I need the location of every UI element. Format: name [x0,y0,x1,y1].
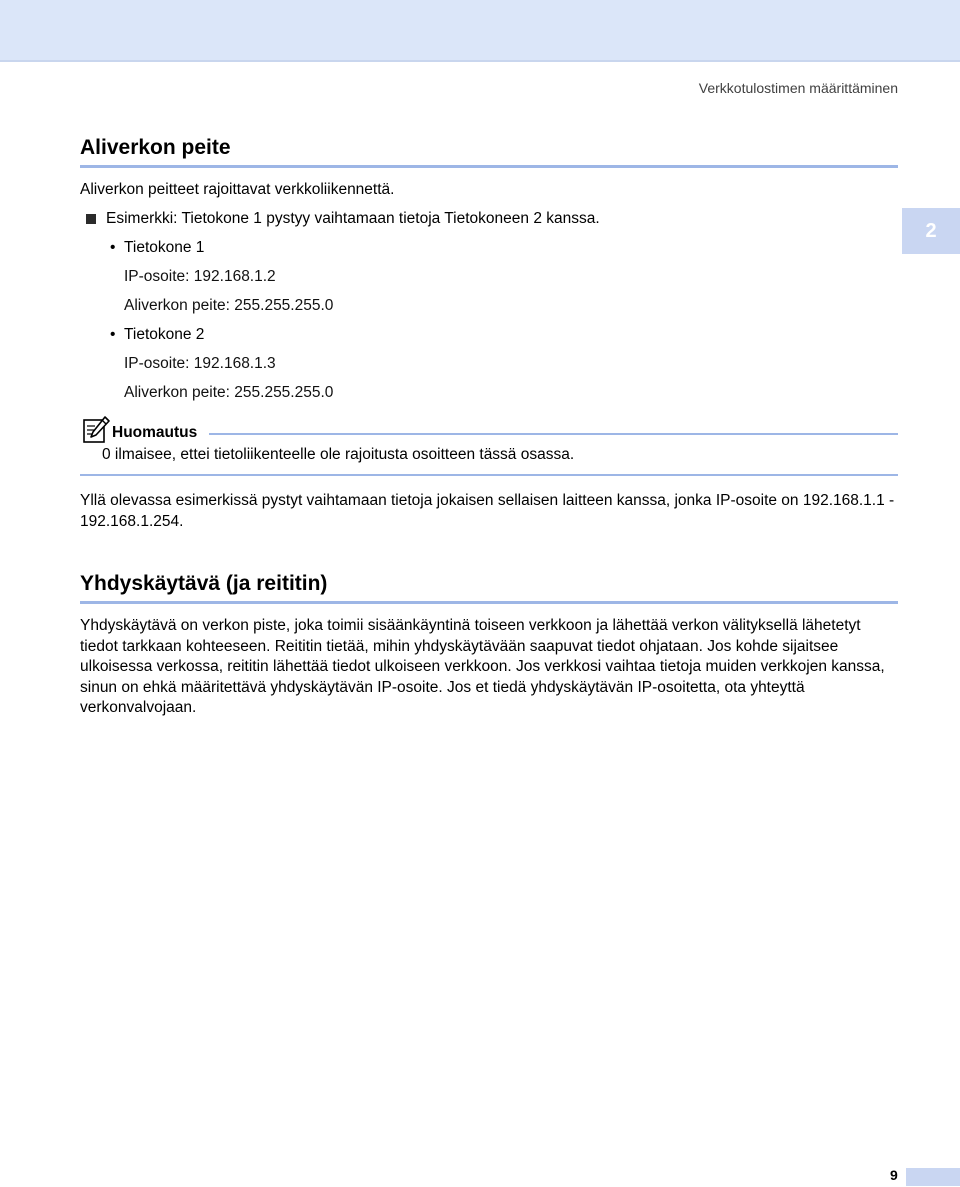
chapter-tab: 2 [902,208,960,254]
note-bottom-divider [80,474,898,476]
host-mask: Aliverkon peite: 255.255.255.0 [124,384,334,401]
host-ip: IP-osoite: 192.168.1.3 [124,355,276,372]
page-tab [906,1168,960,1186]
square-bullet-icon [86,214,96,224]
host-list [80,238,898,403]
note-header [80,416,898,444]
dot-bullet-icon: • [110,326,116,343]
host-ip: IP-osoite: 192.168.1.2 [124,268,276,285]
page-number: 9 [890,1167,898,1183]
subnet-heading: Aliverkon peite [80,136,898,168]
host-item [80,238,898,258]
dot-bullet-icon: • [110,239,116,256]
range-paragraph: Yllä olevassa esimerkissä pystyt vaihtamaan tietoja jokaisen sellaisen laitteen kanssa, jonka IP-osoite on 192.168.1.1 - 192.168.1.254. [80,492,895,530]
host-name: Tietokone 2 [124,326,205,343]
host-item [80,325,898,345]
example-text: Esimerkki: Tietokone 1 pystyy vaihtamaan tietoja Tietokoneen 2 kanssa. [106,210,600,227]
running-header: Verkkotulostimen määrittäminen [698,80,898,96]
subnet-intro: Aliverkon peitteet rajoittavat verkkoliikennettä. [80,181,395,198]
gateway-heading: Yhdyskäytävä (ja reititin) [80,572,898,604]
note-text: 0 ilmaisee, ettei tietoliikenteelle ole rajoitusta osoitteen tässä osassa. [102,446,575,463]
note-title: Huomautus [112,424,198,441]
note-box [80,416,898,476]
host-name: Tietokone 1 [124,239,205,256]
host-mask: Aliverkon peite: 255.255.255.0 [124,297,334,314]
top-band [0,0,960,62]
note-pencil-icon [82,416,110,444]
gateway-paragraph: Yhdyskäytävä on verkon piste, joka toimii sisäänkäyntinä toiseen verkkoon ja lähettää verkon välityksellä lähetetyt tiedot tarkkaan kohteeseen. Reititin tietää, mihin yhdyskäytävään saapuvat tiedot ohjataan. Jos kohde sijaitsee ulkoisessa verkossa, reititin lähettää tiedot ulkoiseen verkkoon. Jos verkkosi vaihtaa tietoja muiden verkkojen kanssa, sinun on ehkä määritettävä yhdyskäytävän IP-osoite. Jos et tiedä yhdyskäytävän IP-osoitetta, ota yhteyttä verkonvalvojaan. [80,617,885,716]
example-item [80,209,898,229]
note-divider [209,433,898,435]
page-content [80,130,898,719]
